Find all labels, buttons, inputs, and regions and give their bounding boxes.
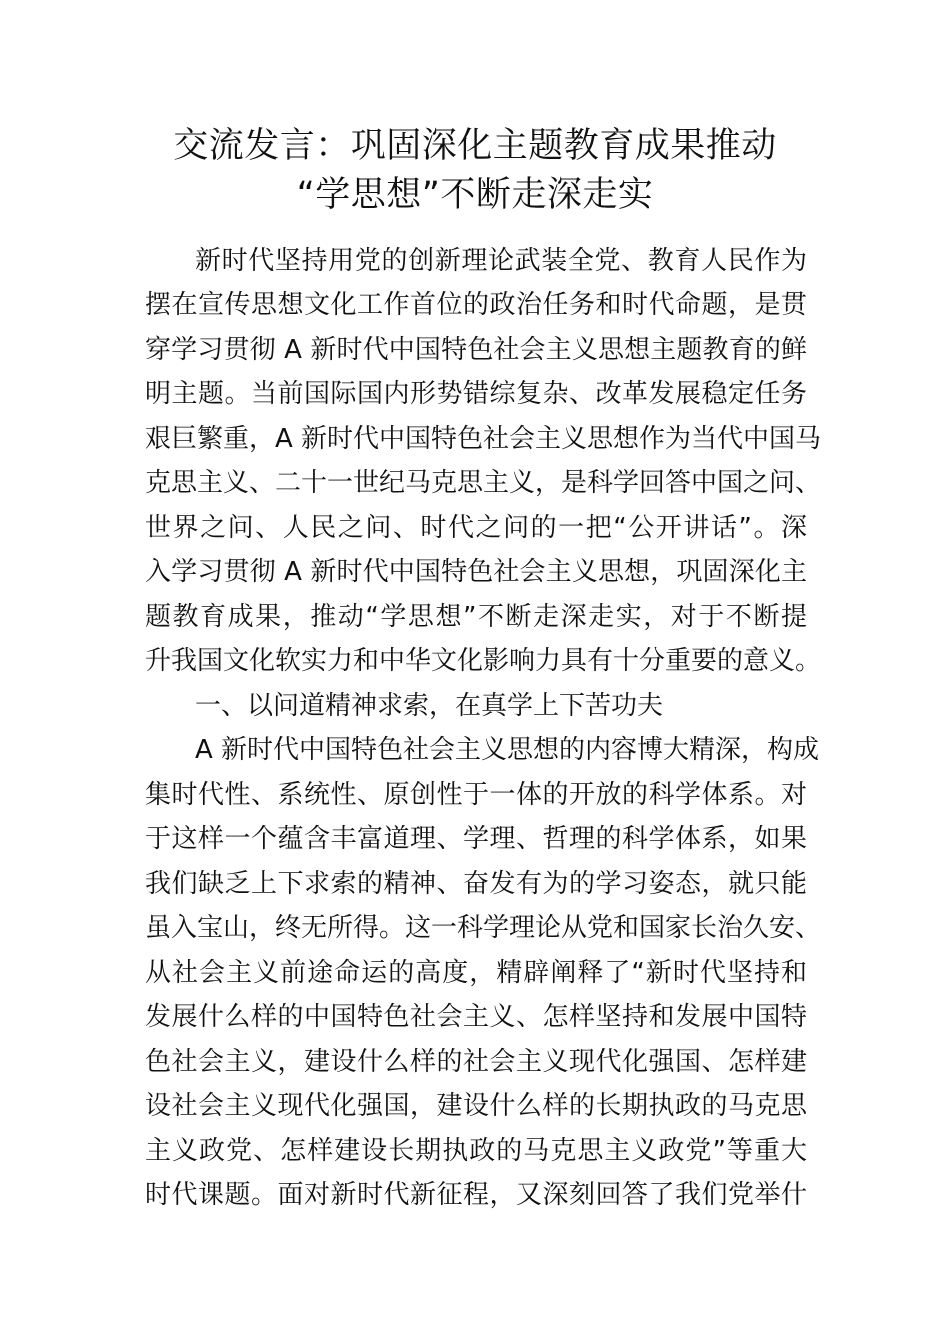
body-text-line: 从社会主义前途命运的高度，精辟阐释了“新时代坚持和: [145, 958, 807, 988]
body-text-line: 艰巨繁重，A 新时代中国特色社会主义思想作为当代中国马: [145, 424, 822, 454]
body-text-line: 集时代性、系统性、原创性于一体的开放的科学体系。对: [145, 780, 807, 810]
body-text-line: 主义政党、怎样建设长期执政的马克思主义政党”等重大: [145, 1136, 807, 1166]
body-text-line: 设社会主义现代化强国，建设什么样的长期执政的马克思: [145, 1091, 807, 1121]
body-text-line: 发展什么样的中国特色社会主义、怎样坚持和发展中国特: [145, 1002, 807, 1032]
body-text-line: 升我国文化软实力和中华文化影响力具有十分重要的意义。: [145, 646, 822, 676]
body-text-line: 明主题。当前国际国内形势错综复杂、改革发展稳定任务: [145, 379, 807, 409]
body-text-line: A 新时代中国特色社会主义思想的内容博大精深，构成: [195, 735, 820, 765]
body-text-line: 新时代坚持用党的创新理论武装全党、教育人民作为: [195, 246, 807, 276]
body-text-line: 我们缺乏上下求索的精神、奋发有为的学习姿态，就只能: [145, 869, 807, 899]
body-text-line: 时代课题。面对新时代新征程，又深刻回答了我们党举什: [145, 1180, 807, 1210]
section-heading: 一、以问道精神求索，在真学上下苦功夫: [195, 691, 664, 721]
body-text-line: 于这样一个蕴含丰富道理、学理、哲理的科学体系，如果: [145, 824, 807, 854]
body-text-line: 克思主义、二十一世纪马克思主义，是科学回答中国之问、: [145, 468, 822, 498]
body-text-line: 世界之问、人民之问、时代之问的一把“公开讲话”。深: [145, 513, 807, 543]
body-text-line: 色社会主义，建设什么样的社会主义现代化强国、怎样建: [145, 1047, 807, 1077]
body-text-line: 穿学习贯彻 A 新时代中国特色社会主义思想主题教育的鲜: [145, 335, 807, 365]
body-text-line: 入学习贯彻 A 新时代中国特色社会主义思想，巩固深化主: [145, 557, 807, 587]
document-title-line-1: 交流发言：巩固深化主题教育成果推动: [173, 126, 777, 166]
body-text-line: 题教育成果，推动“学思想”不断走深走实，对于不断提: [145, 602, 807, 632]
document-title-line-2: “学思想”不断走深走实: [296, 175, 654, 215]
body-text-line: 摆在宣传思想文化工作首位的政治任务和时代命题，是贯: [145, 290, 807, 320]
body-text-line: 虽入宝山，终无所得。这一科学理论从党和国家长治久安、: [145, 913, 822, 943]
